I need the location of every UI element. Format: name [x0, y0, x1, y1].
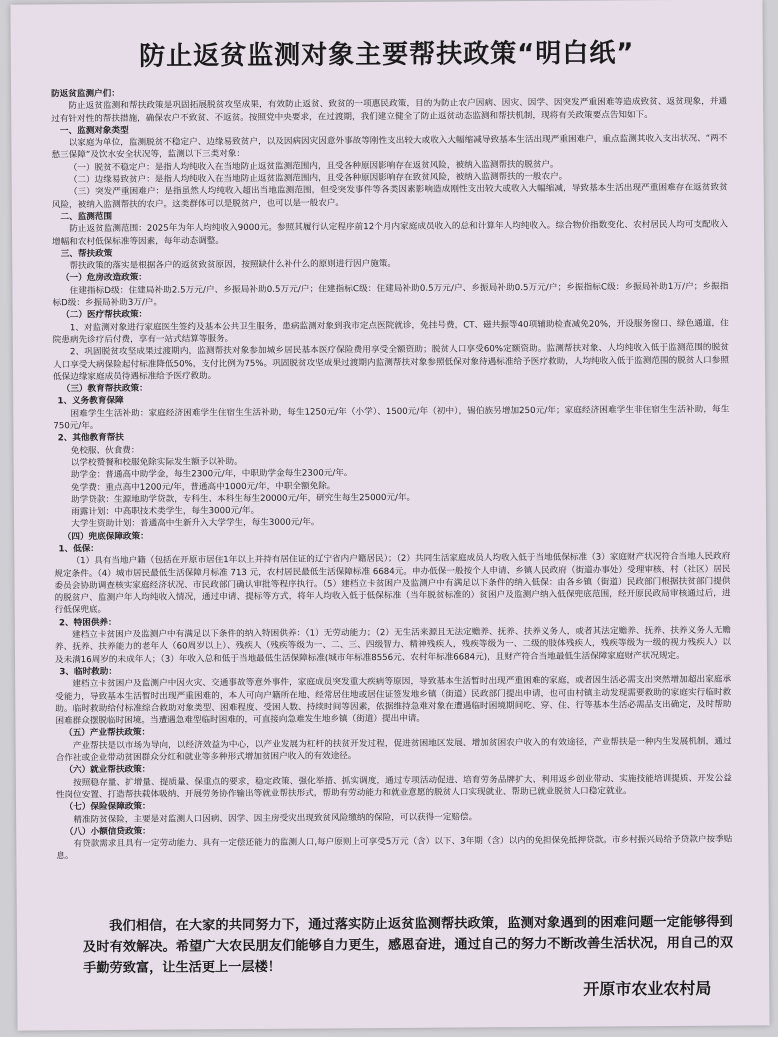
policy-3-heading: （三）教育帮扶政策： — [61, 383, 148, 395]
greeting: 防返贫监测户们： — [51, 88, 120, 100]
policy-1-heading: （一）危房改造政策： — [60, 273, 147, 284]
document-body — [51, 84, 732, 863]
policy-2-text-1: 1、对监测对象进行家庭医生签约及基本公共卫生服务，患病监测对象到我市定点医院就诊，免挂号费，CT、磁共振等40项辅助检查减免20%，开设服务窗口、绿色通道，住院患病先诊疗后付费，享有一站式结算等服务。 — [52, 318, 729, 346]
policy-5-text: 产业帮扶是以市场为导向，以经济效益为中心，以产业发展为杠杆的扶贫开发过程，促进贫困地区发展、增加贫困农户收入的有效途径，产业帮扶是一种内生发展机制，通过合作社或企业带动贫困群众分红和就业等多种形式增加贫困户收入的有效途径。 — [55, 736, 732, 764]
intro-paragraph: 防止返贫监测和帮扶政策是巩固拓展脱贫攻坚成果，有效防止返贫、致贫的一项惠民政策，目的为防止农户因病、因灾、因学、因突发严重困难等造成致贫、返贫现象，并通过有针对性的帮扶措施，确保农户不致贫、不返贫。按照党中央要求，在过渡期，我们建立健全了防止返贫动态监测和帮扶机制，现将有关政策要点告知如下。 — [51, 96, 728, 124]
policy-5-heading: （五）产业帮扶政策： — [64, 728, 151, 739]
policy-4-sub-1-text: （1）具有当地户籍（包括在开原市居住1年以上并持有居住证的辽宁省内户籍居民）；（2）共同生活家庭成员人均收入低于当地低保标准（3）家庭财产状况符合当地人民政府规定条件。（4）城市居民最低生活保障月标准 713 元，农村居民最低生活保障标准 6684元。申办低保一般按个人申请、乡镇人民政府（街道办事处）受理审核、村（社区）居民委员会协助调查核实家庭经济状况、市民政部门确认审批等程序执行。（5）建档立卡贫困户及监测户中有满足以下条件的纳入低保：由各乡镇（街道）民政部门根据扶贫部门提供的脱贫户、监测户年人均纯收入情况，通过申请、提标等方式，将年人均收入低于低保标准（当年脱贫标准的）贫困户及监测户纳入低保兜底范围，经开原民政局审核通过后，进行低保兜底。 — [54, 551, 731, 616]
policy-3-line: 以学校赞餐和校服免除实际发生额予以补助。 — [70, 456, 243, 469]
policy-7-text: 精准防贫保险，主要是对监测人口因病、因学、因主房受灾出现致贫风险缴纳的保险，可以获得一定赔偿。 — [73, 811, 478, 825]
policy-3-sub-2: 2、其他教育帮扶 — [57, 433, 124, 444]
issuer-signature: 开原市农业农村局 — [583, 978, 712, 999]
section-1-item-a: （一）脱贫不稳定户：是指人均纯收入在当地防止返贫监测范围内，且受各种原因影响存在返贫风险，被纳入监测帮扶的脱贫户。 — [68, 159, 559, 174]
section-1-heading: 一、监测对象类型 — [59, 125, 129, 137]
policy-4-sub-3: 3、临时救助： — [59, 666, 117, 678]
section-1-item-b: （二）边缘易致贫户：是指人均纯收入在当地防止返贫监测范围内，且受各种原因影响存在致贫风险，被纳入监测帮扶的一般农户。 — [68, 171, 568, 186]
policy-6-heading: （六）就业帮扶政策： — [64, 765, 151, 776]
policy-3-line: 助学贷款：生源地助学贷款，专科生、本科生每生20000元/年，研究生每生25000元/年。 — [71, 492, 416, 506]
section-2-text: 防止返贫监测范围：2025年为年人均纯收入9000元。参照其履行认定程序前12个月内家庭成员收入的总和计算年人均纯收入。综合物价指数变化、农村居民人均可支配收入增幅和农村低保标准等因素，每年动态调整。 — [52, 219, 729, 247]
policy-4-sub-3-text: 建档立卡贫困户及监测户中因火灾、交通事故等意外事件，家庭成员突发重大疾病等原因，导致基本生活暂时出现严重困难的家庭，或者因生活必需支出突然增加超出家庭承受能力，导致基本生活暂时出现严重困难的，本人可向户籍所在地、经常居住地或居住证签发地乡镇（街道）民政部门提出申请，也可由村镇主动发现需要救助的家庭实行临时救助。临时救助给付标准综合救助对象类型、困难程度、受困人数、持续时间等因素，依据维持急难对象在遭遇临时困境期间吃、穿、住、行等基本生活必需品支出确定，及时帮助困难群众摆脱临时困境。当遭遇急难型临时困难的，可直接向急难发生地乡镇（街道）提出申请。 — [55, 674, 732, 727]
policy-6-text: 按照稳存量、扩增量、提质量、保重点的要求，稳定政策、强化举措、抓实调度，通过专项活动促进、培育劳务品牌扩大、利用返乡创业带动、实施技能培训提质、开发公益性岗位安置、打造帮扶载体吸纳、开展劳务协作输出等就业帮扶形式，帮助有劳动能力和就业意愿的脱贫人口实现就业、帮助已就业脱贫人口稳定就业。 — [55, 773, 732, 801]
policy-3-line: 大学生资助计划：普通高中生新升入大学学生，每生3000元/年。 — [71, 517, 320, 530]
policy-3-line: 免学费：重点高中1200元/年，普通高中1000元/年，中职全额免除。 — [70, 480, 336, 493]
closing-statement: 我们相信，在大家的共同努力下，通过落实防止返贫监测帮扶政策，监测对象遇到的困难问题一定能够得到及时有效解决。希望广大农民朋友们能够自力更生，感恩奋进，通过自己的努力不断改善生活状况，用自己的双手勤劳致富，让生活更上一层楼！ — [82, 914, 734, 977]
policy-2-heading: （二）医疗帮扶政策： — [61, 310, 148, 321]
document-title: 防止返贫监测对象主要帮扶政策“明白纸” — [139, 38, 635, 72]
section-1-item-c: （三）突发严重困难户：是指虽然人均纯收入超出当地监测范围，但受突发事件等各类因素影响造成刚性支出较大或收入大幅缩减，导致基本生活出现严重困难存在返贫致贫风险，被纳入监测帮扶的农户。这类群体可以是脱贫户，也可以是一般农户。 — [51, 183, 728, 211]
policy-4-sub-2-text: 建档立卡贫困户及监测户中有满足以下条件的纳入特困供养：（1）无劳动能力；（2）无生活来源且无法定赡养、抚养、扶养义务人，或者其法定赡养、抚养、扶养义务人无赡养、抚养、扶养能力的老年人（60周岁以上）、残疾人（残疾等级为一、二、三、四级智力、精神残疾人，残疾等级为一、二级的肢体残疾人，残疾等级为一级的视力残疾人）以及未满16周岁的未成年人；（3）年收入总和低于当地最低生活保障标准(城市年标准8556元、农村年标准6684元)，且财产符合当地最低生活保障家庭财产状况规定。 — [54, 625, 731, 665]
policy-4-sub-1: 1、低保： — [58, 544, 99, 555]
policy-3-line: 雨露计划：中高职技术类学生，每生3000元/年。 — [71, 506, 260, 518]
policy-4-heading: （四）兜底保障政策： — [62, 531, 149, 542]
policy-3-sub-1-text: 困难学生生活补助：家庭经济困难学生住宿生生活补助，每生1250元/年（小学）、1500元/年（初中），锡伯族另增加250元/年；家庭经济困难学生非住宿生生活补助，每生750元/年。 — [53, 404, 730, 432]
section-1-text: 以家庭为单位，监测脱贫不稳定户、边缘易致贫户，以及因病因灾因意外事故等刚性支出较大或收入大幅缩减导致基本生活出现严重困难户，重点监测其收入支出状况、“两不愁三保障”及饮水安全状况等，监测以下三类对象： — [51, 133, 728, 161]
policy-4-sub-2: 2、特困供养： — [59, 617, 117, 629]
policy-sheet — [10, 0, 769, 1031]
policy-7-heading: （七）保险保障政策： — [64, 801, 151, 813]
section-2-heading: 二、监测范围 — [60, 211, 113, 223]
policy-1-text: 住建指标D级：住建局补助2.5万元/户、乡振局补助0.5万元/户；住建指标C级：住建局补助0.5万元/户、乡振局补助0.5万元/户；乡振指标C级：乡振局补助1万/户；乡振指标D级：乡振局补助3万/户。 — [52, 281, 729, 309]
policy-8-text: 有贷款需求且具有一定劳动能力、具有一定偿还能力的监测人口,每户原则上可享受5万元（含）以下、3年期（含）以内的免担保免抵押贷款。市乡村振兴局给予贷款户按季贴息。 — [56, 834, 733, 862]
section-3-text: 帮扶政策的落实是根据各户的返贫致贫原因，按照缺什么补什么的原则进行因户施策。 — [69, 259, 397, 272]
policy-3-sub-1: 1、义务教育保障 — [57, 396, 124, 407]
policy-8-heading: （八）小额信贷政策： — [64, 826, 151, 838]
policy-3-line: 助学金：普通高中助学金，每生2300元/年，中职助学金每生2300元/年。 — [70, 468, 353, 481]
policy-2-text-2: 2、巩固脱贫攻坚成果过渡期内，监测帮扶对象参加城乡居民基本医疗保险费用享受全额资助；脱贫人口享受60%定额资助。监测帮扶对象、人均纯收入低于监测范围的脱贫人口享受大病保险起付标准降低50%，支付比例为75%。巩固脱贫攻坚成果过渡期内监测帮扶对象参照低保对象待遇标准给予医疗救助，人均纯收入低于监测范围的脱贫人口参照低保边缘家庭成员待遇标准给予医疗救助。 — [52, 342, 729, 383]
section-3-heading: 三、帮扶政策 — [60, 248, 113, 260]
policy-3-line: 免校服、伙食费： — [70, 445, 140, 456]
